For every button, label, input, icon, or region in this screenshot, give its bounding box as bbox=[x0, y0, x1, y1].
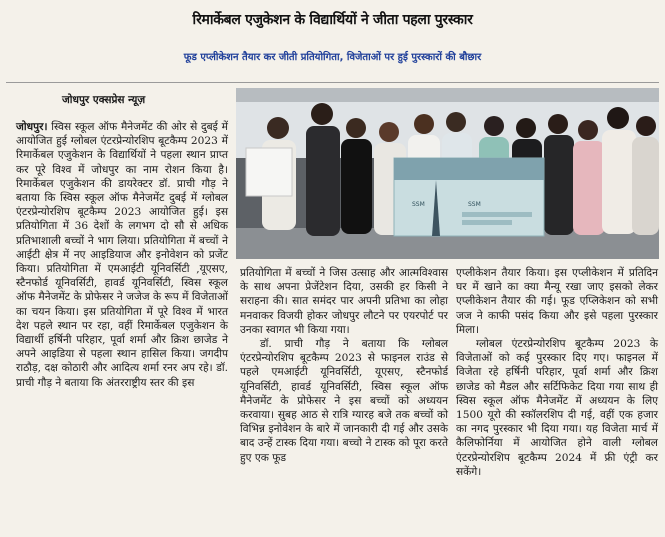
article-paragraph: डॉ. प्राची गौड़ ने बताया कि ग्लोबल एंटरप्रेन्योरशिप बूटकैम्प 2023 से फाइनल राउंड से पहले एमआईटी यूनिवर्सिटी, यूएसए, स्टैनफोर्ड यूनिवर्सिटी, हावर्ड यूनिवर्सिटी, स्विस स्कूल ऑफ मैनेजमेंट के प्रोफेसर ने इस बच्चों को अध्ययन करवाया। सुबह आठ से रात्रि ग्यारह बजे तक बच्चों को विभिन्न इनोवेशन के बारे में जानकारी दी गई और उसके बाद उन्हें टास्क दिया गया। बच्चो ने टास्क को पूरा करते हुए एक फूड bbox=[240, 338, 448, 464]
article-paragraph: प्रतियोगिता में बच्चों ने जिस उत्साह और आत्मविश्वास के साथ अपना प्रेजेंटेशन दिया, उसकी हर किसी ने सराहना की। सात समंदर पार अपनी प्रतिभा का लोहा मनवाकर विजयी होकर जोधपुर लौटने पर एयरपोर्ट पर उनका स्वागत भी किया गया। bbox=[240, 267, 448, 336]
headline: रिमार्केबल एजुकेशन के विद्यार्थियों ने जीता पहला पुरस्कार bbox=[192, 12, 473, 28]
article-paragraph bbox=[16, 120, 228, 390]
group-photo bbox=[236, 88, 659, 259]
article-column-2 bbox=[240, 266, 448, 465]
paragraph-text: स्विस स्कूल ऑफ मैनेजमेंट की ओर से दुबई में आयोजित हुई ग्लोबल एंटरप्रेन्योरशिप बूटकैम्प 2023 में रिमार्केबल एजुकेशन के विद्यार्थियों ने पहला स्थान प्राप्त कर पूरे विश्व में जोधपुर का नाम रोशन किया है। रिमार्केबल एजुकेशन की डायरेक्टर डॉ. प्राची गौड़ ने बताया कि स्विस स्कूल ऑफ मैनेजमेंट दुबई में ग्लोबल एंटरप्रेन्योरशिप बूटकैम्प 2023 आयोजित हुई। इस प्रतियोगिता में 36 देशों के लगभग दो सौ से अधिक प्रतिभाशाली बच्चों ने भाग लिया। प्रतियोगिता में बच्चों ने आईटी क्षेत्र में नए आइडियाज और इनोवेशन को प्रजेंट किया। प्रतियोगिता में एमआईटी यूनिवर्सिटी ,यूएसए, स्टैनफोर्ड यूनिवर्सिटी, हावर्ड यूनिवर्सिटी, स्विस स्कूल ऑफ मैनेजमेंट के प्रोफेसर ने जजेज के रूप में विजेताओं का चयन किया। इस प्रतियोगिता में पूरे विश्व में भारत देश पहले स्थान पर रहा, वहीं रिमार्केबल एजुकेशन के विद्यार्थी हर्षिनी परिहार, पूर्वा शर्मा और क्रिश छाजेड ने अपने आइडिया से पहला स्थान हासिल किया। जगदीप राठौड़, दक्ष कोठारी और आदित्य शर्मा रनर अप रहे। डॉ. प्राची गौड़ ने बताया कि अंतरराष्ट्रीय स्तर की इस bbox=[16, 121, 228, 389]
subheadline: फूड एप्लीकेशन तैयार कर जीती प्रतियोगिता, विजेताओं पर हुई पुरस्कारों की बौछार bbox=[183, 52, 482, 63]
divider bbox=[6, 82, 659, 83]
byline: जोधपुर एक्सप्रेस न्यूज़ bbox=[62, 94, 146, 106]
article-column-3 bbox=[456, 266, 658, 479]
prize-check bbox=[394, 158, 544, 236]
check-label-left: SSM bbox=[412, 201, 425, 208]
article-paragraph: एप्लीकेशन तैयार किया। इस एप्लीकेशन में प्रतिदिन घर में खाने का क्या मैन्यू रखा जाए इसको लेकर एप्लीकेशन तैयार की गई। फूड एप्लिकेशन को सभी जज ने काफी पसंद किया और इसे पहला पुरस्कार मिला। bbox=[456, 267, 658, 336]
article-column-1 bbox=[16, 120, 228, 390]
certificate bbox=[246, 148, 292, 196]
article-paragraph: ग्लोबल एंटरप्रेन्योरशिप बूटकैम्प 2023 के विजेताओं को कई पुरस्कार दिए गए। फाइनल में विजेता रहे हर्षिनी परिहार, पूर्वा शर्मा और क्रिश छाजेड को मैडल और सर्टिफिकेट दिया गया साथ ही स्विस स्कूल ऑफ मैनेजमेंट में अध्ययन के लिए 1500 यूरो की स्कॉलरशिप दी गई, वहीं एक हजार का नगद पुरस्कार भी दिया गया। यह विजेता मार्च में कैलिफोर्निया में आयोजित होने वाली ग्लोबल एंटरप्रेन्योरशिप बूटकैम्प 2024 में फ्री एंट्री कर सकेंगे। bbox=[456, 338, 658, 478]
group-photo-illustration bbox=[236, 88, 659, 259]
dateline: जोधपुर। bbox=[16, 121, 48, 133]
check-label-center: SSM bbox=[468, 201, 481, 208]
